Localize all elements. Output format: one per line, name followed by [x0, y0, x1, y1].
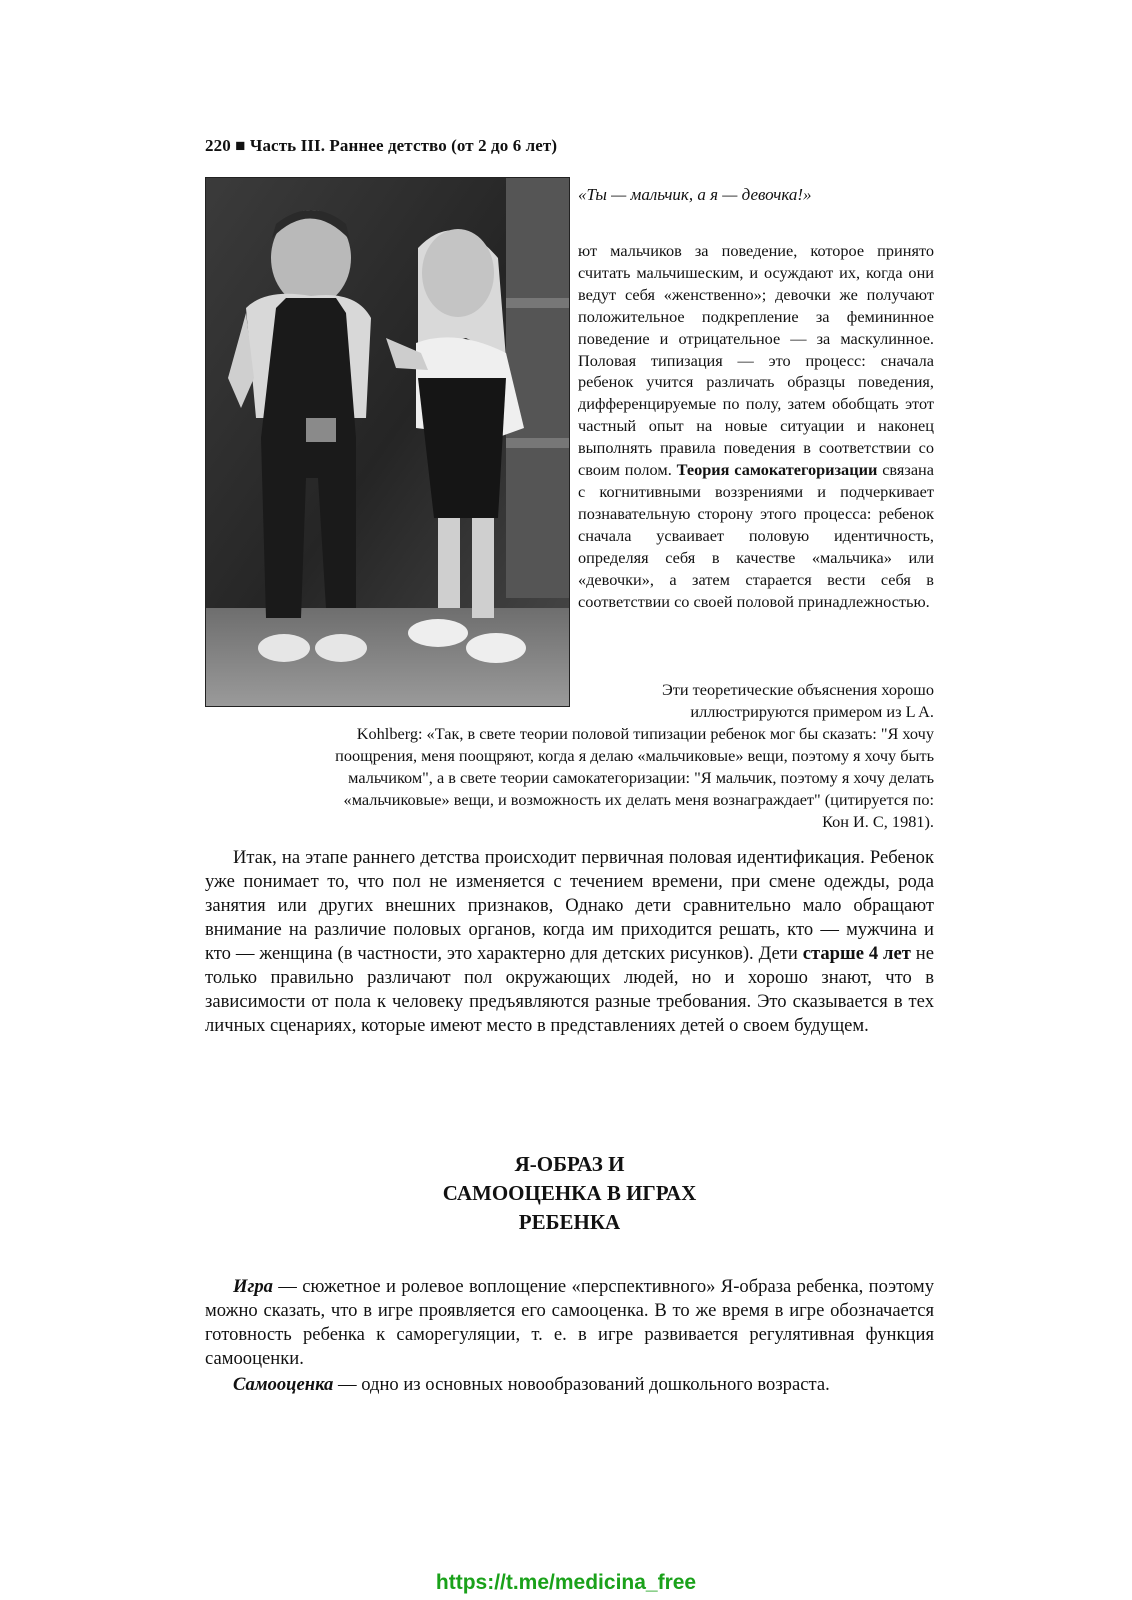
paragraph-1-part1: Итак, на этапе раннего детства происходит первичная половая идентификация. Ребенок уже понимает то, что пол не изменяется с течением времени, при смене одежды, рода занятия или других внешних признаков, Однако дети сравнительно мало обращают внимание на различие половых органов, когда им приходится решать, кто — мужчина и кто — женщина (в частности, это характерно для детских рисунков). Дети — [205, 847, 934, 964]
side-text-bold-term: Теория самокатегоризации — [676, 460, 878, 480]
photo-children — [205, 177, 570, 707]
quote-line: поощрения, меня поощряют, когда я делаю «мальчиковые» вещи, поэтому я хочу быть — [335, 746, 934, 765]
section-heading-line: РЕБЕНКА — [518, 1210, 621, 1234]
quote-line: Кон И. С, 1981). — [822, 812, 934, 831]
quote-line: Kohlberg: «Так, в свете теории половой типизации ребенок мог бы сказать: "Я хочу — [356, 724, 934, 743]
side-text-part2: связана с когнитивными воззрениями и подчеркивает познавательную сторону этого процесса: ребенок сначала усваивает половую идентичность, определяя себя в качестве «мальчика» или «девочки», а затем старается вести себя в соответствии со своей половой принадлежностью. — [578, 460, 934, 611]
paragraph-2 — [205, 1275, 934, 1371]
section-heading-line: Я-ОБРАЗ И — [514, 1152, 625, 1176]
side-paragraph — [578, 240, 934, 612]
section-heading — [205, 1150, 934, 1237]
paragraph-3-text: — одно из основных новообразований дошкольного возраста. — [338, 1374, 830, 1395]
section-heading-line: САМООЦЕНКА В ИГРАХ — [442, 1181, 697, 1205]
running-head: 220 ■ Часть III. Раннее детство (от 2 до 6 лет) — [205, 136, 558, 155]
paragraph-3 — [205, 1373, 934, 1397]
paragraph-1-bold: старше 4 лет — [802, 943, 911, 964]
paragraph-1-part2: не только правильно различают пол окружающих людей, но и хорошо знают, что в зависимости от пола к человеку предъявляются разные требования. Это сказывается в тех личных сценариях, которые имеют место в представлениях детей о своем будущем. — [205, 943, 934, 1036]
quote-line: Эти теоретические объяснения хорошо — [662, 680, 934, 699]
side-text-part1: ют мальчиков за поведение, которое принято считать мальчишеским, и осуждают их, когда они ведут себя «женственно»; девочки же получают положительное подкрепление за фемининное поведение и отрицательное — за маскулинное. Половая типизация — это процесс: сначала ребенок учится различать образцы поведения, дифференцируемые по полу, затем обобщать этот частный опыт на новые ситуации и наконец выполнять правила поведения в соответствии со своим полом. — [578, 241, 934, 480]
quote-line: мальчиком", а в свете теории самокатегоризации: "Я мальчик, поэтому я хочу делать — [348, 768, 934, 787]
photo-illustration — [206, 178, 569, 706]
quote-line: «мальчиковые» вещи, и возможность их делать меня вознаграждает" (цитируется по: — [343, 790, 934, 809]
term-igra: Игра — [233, 1276, 273, 1297]
footer-link[interactable]: https://t.me/medicina_free — [435, 1571, 697, 1594]
quote-line: иллюстрируются примером из L A. — [690, 702, 934, 721]
term-samootsenka: Самооценка — [233, 1374, 334, 1395]
quote-block — [218, 679, 934, 833]
paragraph-2-text: — сюжетное и ролевое воплощение «перспективного» Я-образа ребенка, поэтому можно сказать, что в игре проявляется его самооценка. В то же время в игре обозначается готовность ребенка к саморегуляции, т. е. в игре развивается регулятивная функция самооценки. — [205, 1276, 934, 1369]
photo-caption: «Ты — мальчик, а я — девочка!» — [578, 185, 812, 204]
paragraph-1 — [205, 846, 934, 1038]
